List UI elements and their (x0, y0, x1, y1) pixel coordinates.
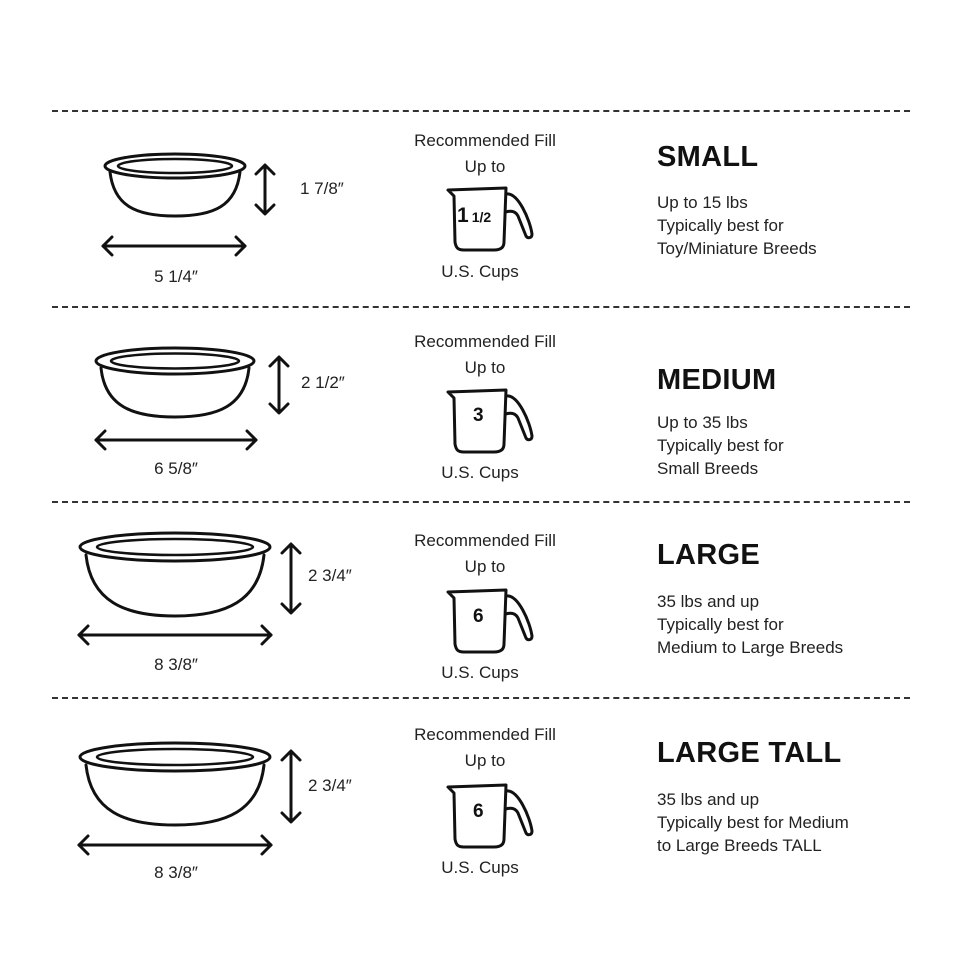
measuring-cup-icon (444, 584, 544, 664)
size-row-medium (0, 306, 960, 501)
size-title-small: SMALL (657, 141, 759, 173)
bowl-rim-inner (118, 159, 232, 173)
recommended-fill-label: Recommended Fill Up to (414, 131, 556, 176)
cup-amount-medium: 3 (473, 405, 484, 426)
bowl-rim (96, 348, 254, 374)
bowl-rim-inner (111, 354, 239, 369)
size-description-large: 35 lbs and up Typically best for Medium to Large Breeds (657, 592, 844, 657)
bowl-rim (80, 743, 270, 771)
measuring-cup-icon (444, 779, 544, 859)
bowl-height-label: 1 7/8″ (300, 179, 344, 198)
recommended-fill-label: Recommended Fill Up to (414, 332, 556, 377)
measuring-cup-icon (444, 384, 544, 464)
bowl-width-label: 5 1/4″ (154, 267, 198, 286)
size-title-large: LARGE (657, 539, 760, 571)
recommended-fill-label: Recommended Fill Up to (414, 725, 556, 770)
cups-unit-label: U.S. Cups (441, 663, 519, 682)
bowl-body (86, 765, 264, 825)
size-row-large-tall (0, 697, 960, 960)
cups-unit-label: U.S. Cups (441, 262, 519, 281)
cup-amount-large: 6 (473, 606, 484, 627)
size-description-medium: Up to 35 lbs Typically best for Small Breeds (657, 413, 784, 478)
bowl-height-label: 2 3/4″ (308, 566, 352, 585)
cup-amount-large-tall: 6 (473, 801, 484, 822)
bowl-rim (105, 154, 245, 178)
bowl-width-label: 6 5/8″ (154, 459, 198, 478)
bowl-width-label: 8 3/8″ (154, 863, 198, 882)
size-description-small: Up to 15 lbs Typically best for Toy/Miniature Breeds (657, 193, 817, 258)
bowl-rim-inner (97, 749, 253, 765)
bowl-rim-inner (97, 539, 253, 555)
cups-unit-label: U.S. Cups (441, 463, 519, 482)
cup-amount-small: 1 1/2 (457, 204, 492, 227)
bowl-width-label: 8 3/8″ (154, 655, 198, 674)
cups-unit-label: U.S. Cups (441, 858, 519, 877)
bowl-rim (80, 533, 270, 561)
size-row-small (0, 110, 960, 306)
bowl-body (86, 555, 264, 616)
size-description-large-tall: 35 lbs and up Typically best for Medium to Large Breeds TALL (657, 790, 849, 855)
bowl-height-label: 2 1/2″ (301, 373, 345, 392)
recommended-fill-label: Recommended Fill Up to (414, 531, 556, 576)
size-row-large (0, 501, 960, 697)
bowl-height-label: 2 3/4″ (308, 776, 352, 795)
size-title-medium: MEDIUM (657, 364, 777, 396)
size-title-large-tall: LARGE TALL (657, 737, 842, 769)
